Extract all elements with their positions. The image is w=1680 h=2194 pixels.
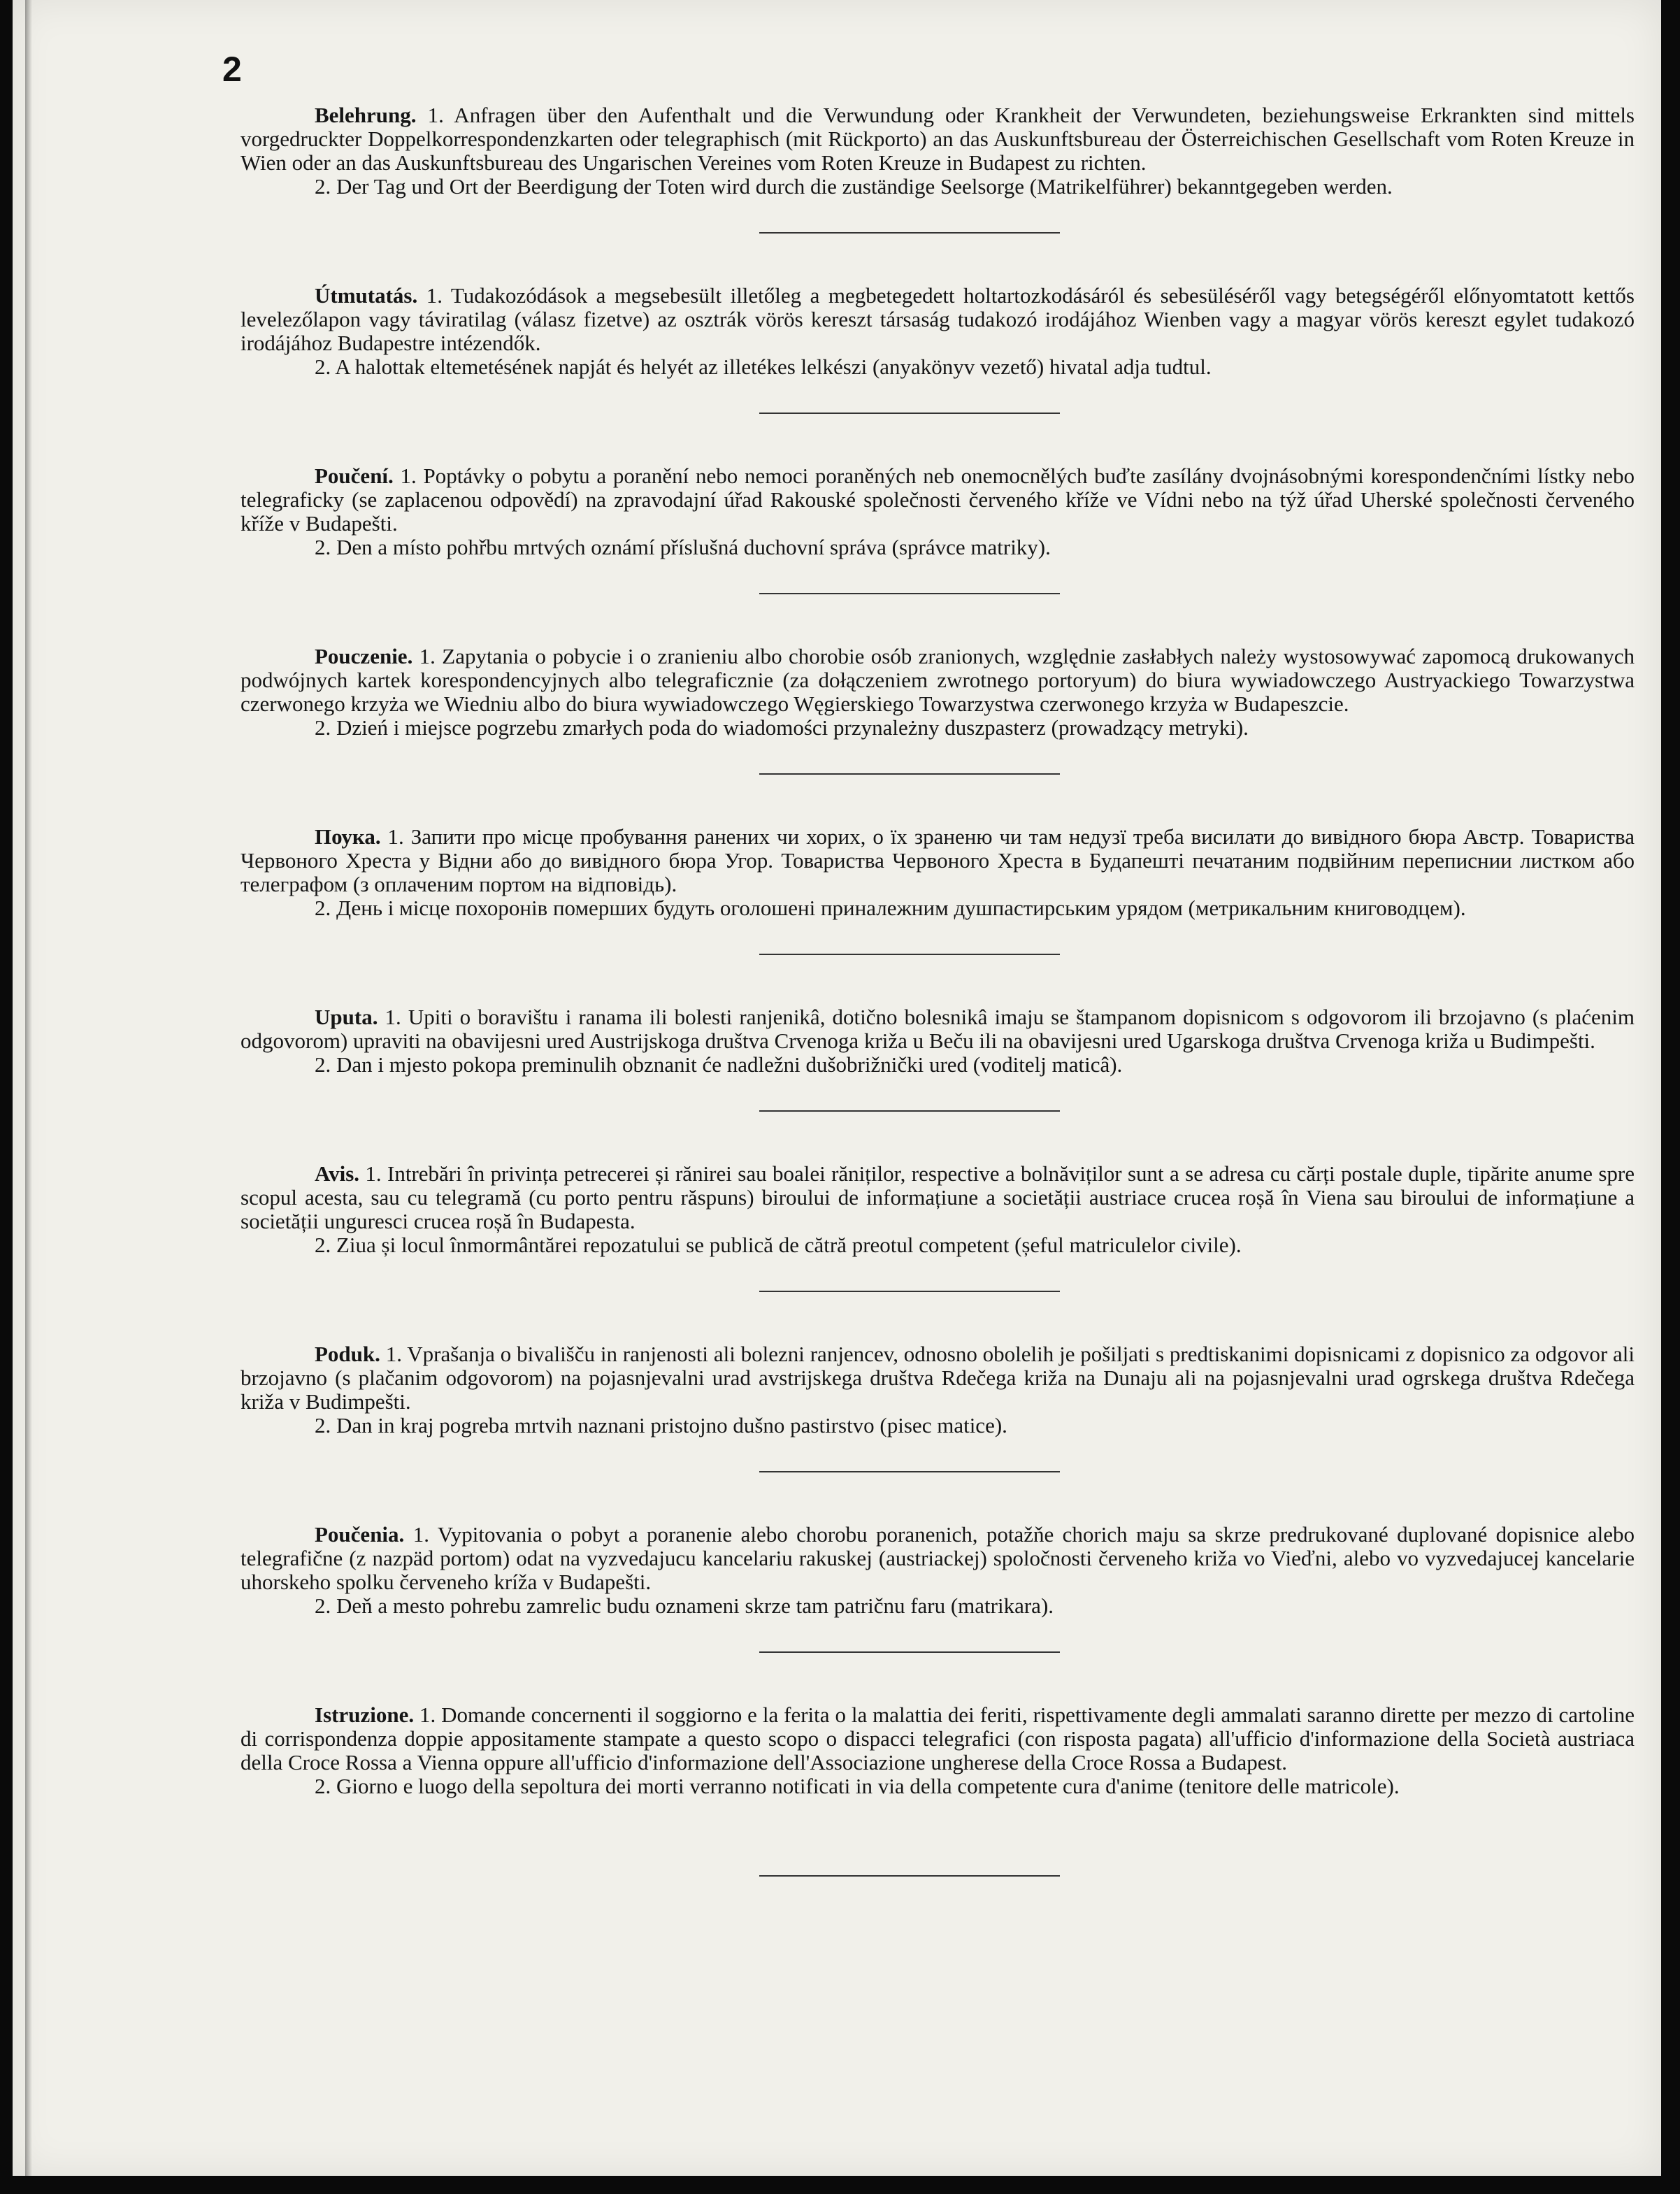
section-divider [759,1291,1060,1292]
section-heading: Poduk. [315,1342,380,1366]
section-divider [759,1875,1060,1877]
section-italian [240,1703,1635,1798]
section-hungarian [240,284,1635,379]
section-paragraph-1: 1. Anfragen über den Aufenthalt und die Verwundung oder Krankheit der Verwundeten, beziehungsweise Erkrankten sind mittels vorgedruckter Doppelkorrespondenzkarten oder telegraphisch (mit Rückporto) an das Auskunftsbureau der Österreichischen Gesellschaft vom Roten Kreuze in Wien oder an das Auskunftsbureau des Ungarischen Vereines vom Roten Kreuze in Budapest zu richten. [240,103,1635,175]
section-paragraph-2: 2. День і місце похоронів померших будуть оголошені приналежним душпастирським урядом (метрикальним книговодцем). [315,896,1466,920]
section-paragraph-1: 1. Vprašanja o bivališču in ranjenosti ali bolezni ranjencev, odnosno obolelih je pošiljati s predtiskanimi dopisnicami z dopisnico za odgovor ali brzojavno (s plačanim odgovorom) na pojasnjevalni urad avstrijskega društva Rdečega križa na Dunaju ali na pojasnjevalni urad ogrskega društva Rdečega križa v Budimpešti. [240,1342,1635,1414]
section-paragraph-1: 1. Tudakozódások a megsebesült illetőleg a megbetegedett holtartozkodásáról és sebesüléséről vagy betegségéről előnyomtatott kettős levelezőlapon vagy táviratilag (válasz fizetve) az osztrák vörös kereszt társaság tudakozó irodájához Wienben vagy a magyar vörös kereszt egylet tudakozó irodájához Budapestre intézendők. [240,283,1635,355]
section-romanian [240,1162,1635,1257]
section-heading: Poučenia. [315,1522,405,1547]
section-german [240,103,1635,199]
section-paragraph-2: 2. Deň a mesto pohrebu zamrelic budu oznameni skrze tam patričnu faru (matrikara). [315,1593,1054,1618]
page-edge-shadow [25,0,32,2176]
section-paragraph-2: 2. Dan in kraj pogreba mrtvih naznani pristojno dušno pastirstvo (pisec matice). [315,1413,1007,1437]
section-polish [240,645,1635,740]
section-paragraph-2: 2. Dzień i miejsce pogrzebu zmarłych poda do wiadomości przynależny duszpasterz (prowadzący metryki). [315,715,1249,740]
section-heading: Pouczenie. [315,644,413,668]
section-heading: Istruzione. [315,1702,415,1727]
section-heading: Uputa. [315,1005,378,1029]
section-heading: Avis. [315,1161,360,1186]
page-number: 2 [222,50,242,89]
section-paragraph-1: 1. Poptávky o pobytu a poranění nebo nemoci poraněných neb onemocnělých buďte zasílány dvojnásobnými korespondenčními lístky nebo telegraficky (se zaplacenou odpovědí) na zpravodajní úřad Rakouské společnosti červeného kříže ve Vídni nebo na týž úřad Uherské společnosti červeného kříže v Budapešti. [240,464,1635,536]
section-croatian [240,1005,1635,1077]
section-divider [759,1651,1060,1653]
section-paragraph-2: 2. Dan i mjesto pokopa preminulih obznanit će nadležni dušobrižnički ured (voditelj maticâ). [315,1052,1123,1077]
section-ukrainian [240,825,1635,920]
section-paragraph-1: 1. Запити про місце пробування ранених чи хорих, о їх зраненю чи там недузї треба висилати до вивідного бюра Австр. Товариства Червоного Хреста у Відни або до вивідного бюра Угор. Товариства Червоного Хреста в Будапешті печатаним подвійним переписнии листком або телеграфом (з оплаченим портом на відповідь). [240,824,1635,896]
section-heading: Belehrung. [315,103,417,127]
section-divider [759,413,1060,414]
section-paragraph-1: 1. Zapytania o pobycie i o zranieniu albo chorobie osób zranionych, względnie zasłabłych należy wystosowywać zapomocą drukowanych podwójnych kartek korespondencyjnych albo telegraficznie (za dołączeniem zwrotnego portoryum) do biura wywiadowczego Austryackiego Towarzystwa czerwonego krzyża we Wiedniu albo do biura wywiadowczego Węgierskiego Towarzystwa czerwonego krzyża w Budapeszcie. [240,644,1635,716]
section-heading: Útmutatás. [315,283,418,308]
section-paragraph-2: 2. A halottak eltemetésének napját és helyét az illetékes lelkészi (anyakönyv vezető) hivatal adja tudtul. [315,354,1212,379]
section-divider [759,1110,1060,1112]
document-page [13,0,1661,2176]
section-paragraph-2: 2. Giorno e luogo della sepoltura dei morti verranno notificati in via della competente cura d'anime (tenitore delle matricole). [315,1774,1400,1798]
section-paragraph-1: 1. Vypitovania o pobyt a poranenie alebo chorobu poranenich, potažňe chorich maju sa skrze predrukované duplované dopisnice alebo telegrafične (z nazpäd portom) odat na vyzvedajucu kancelariu rakuskej (austriackej) spoločnosti červeneho križa vo Vieďni, alebo vo vyzvedajucej kancelarie uhorskeho spolku červeneho kríža v Budapešti. [240,1522,1635,1594]
section-paragraph-1: 1. Domande concernenti il soggiorno e la ferita o la malattia dei feriti, rispettivamente degli ammalati saranno dirette per mezzo di cartoline di corrispondenza doppie appositamente stampate a questo scopo o dispacci telegrafici (con risposta pagata) all'ufficio d'informazione della Società austriaca della Croce Rossa a Vienna oppure all'ufficio d'informazione dell'Associazione ungherese della Croce Rossa a Budapest. [240,1702,1635,1774]
section-divider [759,593,1060,594]
document-body [240,103,1635,1927]
section-divider [759,773,1060,775]
section-divider [759,954,1060,955]
section-heading: Поука. [315,824,381,849]
section-slovak [240,1523,1635,1618]
section-paragraph-2: 2. Ziua și locul înmormântărei repozatului se publică de cătră preotul competent (șeful matriculelor civile). [315,1233,1242,1257]
section-heading: Poučení. [315,464,394,488]
section-divider [759,1471,1060,1472]
section-paragraph-2: 2. Der Tag und Ort der Beerdigung der Toten wird durch die zuständige Seelsorge (Matrikelführer) bekanntgegeben werden. [315,174,1393,199]
section-paragraph-2: 2. Den a místo pohřbu mrtvých oznámí příslušná duchovní správa (správce matriky). [315,535,1051,559]
section-paragraph-1: 1. Upiti o boravištu i ranama ili bolesti ranjenikâ, dotično bolesnikâ imaju se štampanom dopisnicom s odgovorom ili brzojavno (s plaćenim odgovorom) upraviti na obavijesni ured Austrijskoga društva Crvenoga križa u Beču ili na obavijesni ured Ugarskoga društva Crvenoga križa u Budimpešti. [240,1005,1635,1053]
section-slovenian [240,1342,1635,1437]
section-czech [240,464,1635,559]
section-paragraph-1: 1. Intrebări în privința petrecerei și rănirei sau boalei răniților, respective a bolnăviților sunt a se adresa cu cărți postale duple, tipărite anume spre scopul acesta, sau cu telegramă (cu porto pentru răspuns) biroului de informațiune a societății austriace crucea roșă în Viena sau biroului de informațiune a societății ungurescі crucea roșă în Budapesta. [240,1161,1635,1233]
section-divider [759,232,1060,234]
